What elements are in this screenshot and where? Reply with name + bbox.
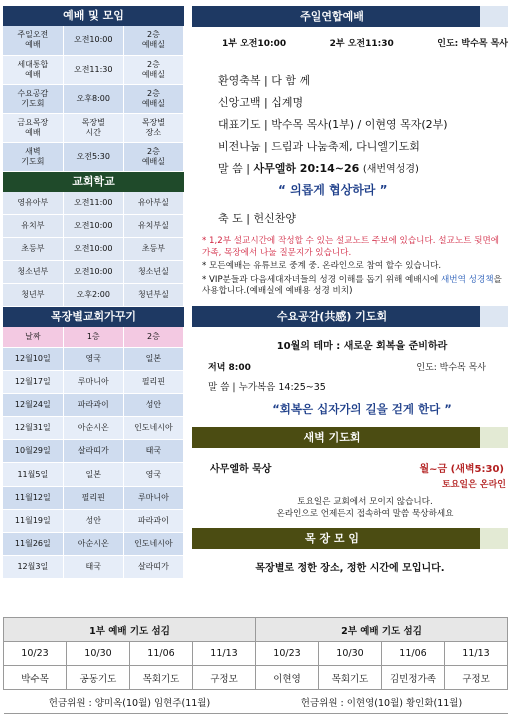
roster-second-title: 2부 예배 기도 섬김 <box>256 618 508 642</box>
sermon-version: (새번역성경) <box>362 164 419 175</box>
notice-bible <box>202 275 508 298</box>
roster-dates-row <box>4 642 508 666</box>
table-cell: 일본 <box>63 463 123 486</box>
pray-row <box>3 533 184 556</box>
table-cell: 목장별 장소 <box>123 113 183 142</box>
table-cell: 1층 <box>63 327 123 347</box>
table-cell: 12월10일 <box>3 347 63 370</box>
worship-row <box>3 113 184 142</box>
roster-name: 김민정가족 <box>382 666 445 690</box>
table-cell: 아순시온 <box>63 417 123 440</box>
table-cell: 12월3일 <box>3 556 63 579</box>
notice-sermon-note: * 1,2부 설교시간에 작성할 수 있는 설교노트 주보에 있습니다. 설교노트 뒷면에 가족, 목장에서 나눌 질문지가 있습니다. <box>202 236 500 258</box>
roster-first-title: 1부 예배 기도 섬김 <box>4 618 256 642</box>
order-item: 환영축복 | 다 함 께 <box>218 74 311 87</box>
wednesday-title: 수요공감(共感) 기도회 <box>276 309 388 323</box>
wednesday-info <box>192 360 508 373</box>
first-service: 1부 오전10:00 <box>222 39 287 49</box>
table-cell: 오전10:00 <box>63 261 123 284</box>
roster-date: 11/06 <box>382 642 445 666</box>
prayer-roster <box>3 617 508 714</box>
table-cell: 파라과이 <box>123 509 183 532</box>
notices <box>192 236 508 298</box>
wednesday-time: 저녁 8:00 <box>208 362 251 373</box>
table-cell: 2층 예배실 <box>123 26 183 55</box>
dawn-title: 새벽 기도회 <box>303 430 361 444</box>
dawn-note-line: 토요일은 교회에서 모이지 않습니다. <box>297 496 433 507</box>
table-cell: 영국 <box>123 463 183 486</box>
pray-row <box>3 463 184 486</box>
title-bar-tail <box>480 427 508 448</box>
table-cell: 청소년실 <box>123 261 183 284</box>
pray-row <box>3 556 184 579</box>
school-row <box>3 284 184 307</box>
roster-name: 구정모 <box>193 666 256 690</box>
pray-row <box>3 509 184 532</box>
title-bar-tail <box>480 528 508 549</box>
roster-name: 목회기도 <box>130 666 193 690</box>
roster-date: 10/30 <box>319 642 382 666</box>
pray-row <box>3 486 184 509</box>
table-cell: 영국 <box>63 347 123 370</box>
table-cell: 오전11:00 <box>63 192 123 215</box>
table-cell: 청소년부 <box>3 261 63 284</box>
table-cell: 루마니아 <box>123 486 183 509</box>
worship-row <box>3 142 184 171</box>
sermon-line <box>218 158 508 180</box>
school-row <box>3 261 184 284</box>
table-cell: 필리핀 <box>63 486 123 509</box>
sunday-title: 주일연합예배 <box>300 10 364 23</box>
roster-money-second: 헌금위원 : 이현영(10월) 황인화(11월) <box>256 690 508 714</box>
dawn-saturday: 토요일은 온라인 <box>442 479 506 490</box>
roster-date: 11/06 <box>130 642 193 666</box>
sunday-preacher: 인도: 박수목 목사 <box>437 39 508 49</box>
table-cell: 태국 <box>63 556 123 579</box>
table-cell: 목장별 시간 <box>63 113 123 142</box>
table-cell: 2층 예배실 <box>123 142 183 171</box>
notice-youtube: * 모든예배는 유튜브로 중계 중. 온라인으로 참여 할수 있습니다. <box>202 261 442 271</box>
table-cell: 유아부실 <box>123 192 183 215</box>
table-cell: 오후2:00 <box>63 284 123 307</box>
worship-order <box>192 70 508 230</box>
roster-date: 11/13 <box>193 642 256 666</box>
table-cell: 2층 예배실 <box>123 55 183 84</box>
table-cell: 11월19일 <box>3 509 63 532</box>
table-cell: 성안 <box>63 509 123 532</box>
pray-row <box>3 370 184 393</box>
table-cell: 필리핀 <box>123 370 183 393</box>
dawn-note <box>192 496 508 520</box>
table-cell: 날짜 <box>3 327 63 347</box>
notice-bible-highlight: 새번역 성경책 <box>441 274 494 285</box>
table-cell: 일본 <box>123 347 183 370</box>
roster-date: 10/23 <box>4 642 67 666</box>
pray-header: 목장별교회가꾸기 <box>3 307 184 327</box>
table-cell: 11월5일 <box>3 463 63 486</box>
table-cell: 10월29일 <box>3 440 63 463</box>
worship-table <box>3 26 184 172</box>
dawn-text: 사무엘하 묵상 <box>210 463 272 475</box>
dawn-title-bar <box>192 427 508 448</box>
school-row <box>3 238 184 261</box>
table-cell: 영유아부 <box>3 192 63 215</box>
table-cell: 태국 <box>123 440 183 463</box>
table-cell: 유치부 <box>3 215 63 238</box>
order-item: 비전나눔 | 드림과 나눔축제, 다니엘기도회 <box>218 140 420 153</box>
wednesday-theme: 10월의 테마 : 새로운 회복을 준비하라 <box>276 340 448 352</box>
group-title: 목 장 모 임 <box>305 531 359 545</box>
wednesday-verse: 누가복음 14:25~35 <box>238 381 326 393</box>
table-cell: 초등부 <box>123 238 183 261</box>
table-cell: 2층 예배실 <box>123 84 183 113</box>
table-cell: 인도네시아 <box>123 533 183 556</box>
dawn-note-line: 온라인으로 언제든지 접속하여 말씀 묵상하세요 <box>276 508 454 519</box>
school-row <box>3 192 184 215</box>
roster-name: 이현영 <box>256 666 319 690</box>
sermon-theme: “ 의롭게 협상하라 ” <box>278 183 388 197</box>
worship-row <box>3 55 184 84</box>
table-cell: 성안 <box>123 393 183 416</box>
table-cell: 새벽 기도회 <box>3 142 63 171</box>
table-cell: 11월12일 <box>3 486 63 509</box>
benediction-line: 축 도 | 헌신찬양 <box>218 212 296 225</box>
worship-row <box>3 84 184 113</box>
pray-row <box>3 393 184 416</box>
roster-date: 10/30 <box>67 642 130 666</box>
table-header-row <box>3 327 184 347</box>
worship-header: 예배 및 모임 <box>3 6 184 26</box>
table-cell: 11월26일 <box>3 533 63 556</box>
table-cell: 12월17일 <box>3 370 63 393</box>
sermon-text: 사무엘하 20:14~26 <box>253 162 360 175</box>
table-cell: 살라띠가 <box>63 440 123 463</box>
table-cell: 유치부실 <box>123 215 183 238</box>
table-cell: 오전11:30 <box>63 55 123 84</box>
wednesday-title-bar <box>192 306 508 327</box>
title-bar-tail <box>480 306 508 327</box>
dawn-time: 월~금 (새벽5:30) <box>419 463 504 475</box>
roster-name: 박수목 <box>4 666 67 690</box>
table-cell: 2층 <box>123 327 183 347</box>
table-cell: 주일오전 예배 <box>3 26 63 55</box>
notice-bible-text: * VIP분들과 다음세대자녀들의 성경 이해를 돕기 위해 예배시에 <box>202 274 441 285</box>
wednesday-leader: 인도: 박수목 목사 <box>416 362 486 373</box>
roster-name: 공동기도 <box>67 666 130 690</box>
wednesday-verse-line <box>192 379 508 393</box>
title-bar-tail <box>480 6 508 27</box>
roster-money-first: 헌금위원 : 양미옥(10월) 임현주(11월) <box>4 690 256 714</box>
school-header: 교회학교 <box>3 172 184 192</box>
sermon-label: 말 씀 | <box>218 162 250 175</box>
group-text: 목장별로 정한 장소, 정한 시간에 모입니다. <box>255 562 445 574</box>
school-row <box>3 215 184 238</box>
roster-names-row <box>4 666 508 690</box>
table-cell: 수요공감 기도회 <box>3 84 63 113</box>
table-cell: 아순시온 <box>63 533 123 556</box>
table-cell: 오전10:00 <box>63 215 123 238</box>
wednesday-verse-label: 말 씀 | <box>208 381 236 393</box>
dawn-info <box>192 460 508 475</box>
group-title-bar <box>192 528 508 549</box>
roster-date: 10/23 <box>256 642 319 666</box>
table-cell: 청년부 <box>3 284 63 307</box>
table-cell: 오전10:00 <box>63 26 123 55</box>
right-column <box>192 6 508 574</box>
table-cell: 금요목장 예배 <box>3 113 63 142</box>
pray-table <box>3 327 184 579</box>
roster-name: 구정모 <box>445 666 508 690</box>
table-cell: 파라과이 <box>63 393 123 416</box>
table-cell: 오전10:00 <box>63 238 123 261</box>
table-cell: 인도네시아 <box>123 417 183 440</box>
roster-name: 목회기도 <box>319 666 382 690</box>
table-cell: 세대통합 예배 <box>3 55 63 84</box>
order-item: 대표기도 | 박수목 목사(1부) / 이현영 목자(2부) <box>218 118 448 131</box>
pray-row <box>3 440 184 463</box>
table-cell: 루마니아 <box>63 370 123 393</box>
table-cell: 오전5:30 <box>63 142 123 171</box>
pray-row <box>3 417 184 440</box>
notice-bible-tail: 을 사용합니다.(예배실에 예배용 성경 비치) <box>202 274 502 296</box>
second-service: 2부 오전11:30 <box>329 39 394 49</box>
worship-row <box>3 26 184 55</box>
sunday-schedule <box>192 36 508 49</box>
table-cell: 청년부실 <box>123 284 183 307</box>
wednesday-message: “회복은 십자가의 길을 걷게 한다 ” <box>272 401 452 416</box>
left-column <box>3 6 184 579</box>
order-item: 신앙고백 | 십계명 <box>218 96 304 109</box>
table-cell: 12월31일 <box>3 417 63 440</box>
table-cell: 오후8:00 <box>63 84 123 113</box>
pray-row <box>3 347 184 370</box>
table-cell: 12월24일 <box>3 393 63 416</box>
sunday-title-bar <box>192 6 508 27</box>
school-table <box>3 192 184 308</box>
table-cell: 살라띠가 <box>123 556 183 579</box>
table-cell: 초등부 <box>3 238 63 261</box>
roster-date: 11/13 <box>445 642 508 666</box>
